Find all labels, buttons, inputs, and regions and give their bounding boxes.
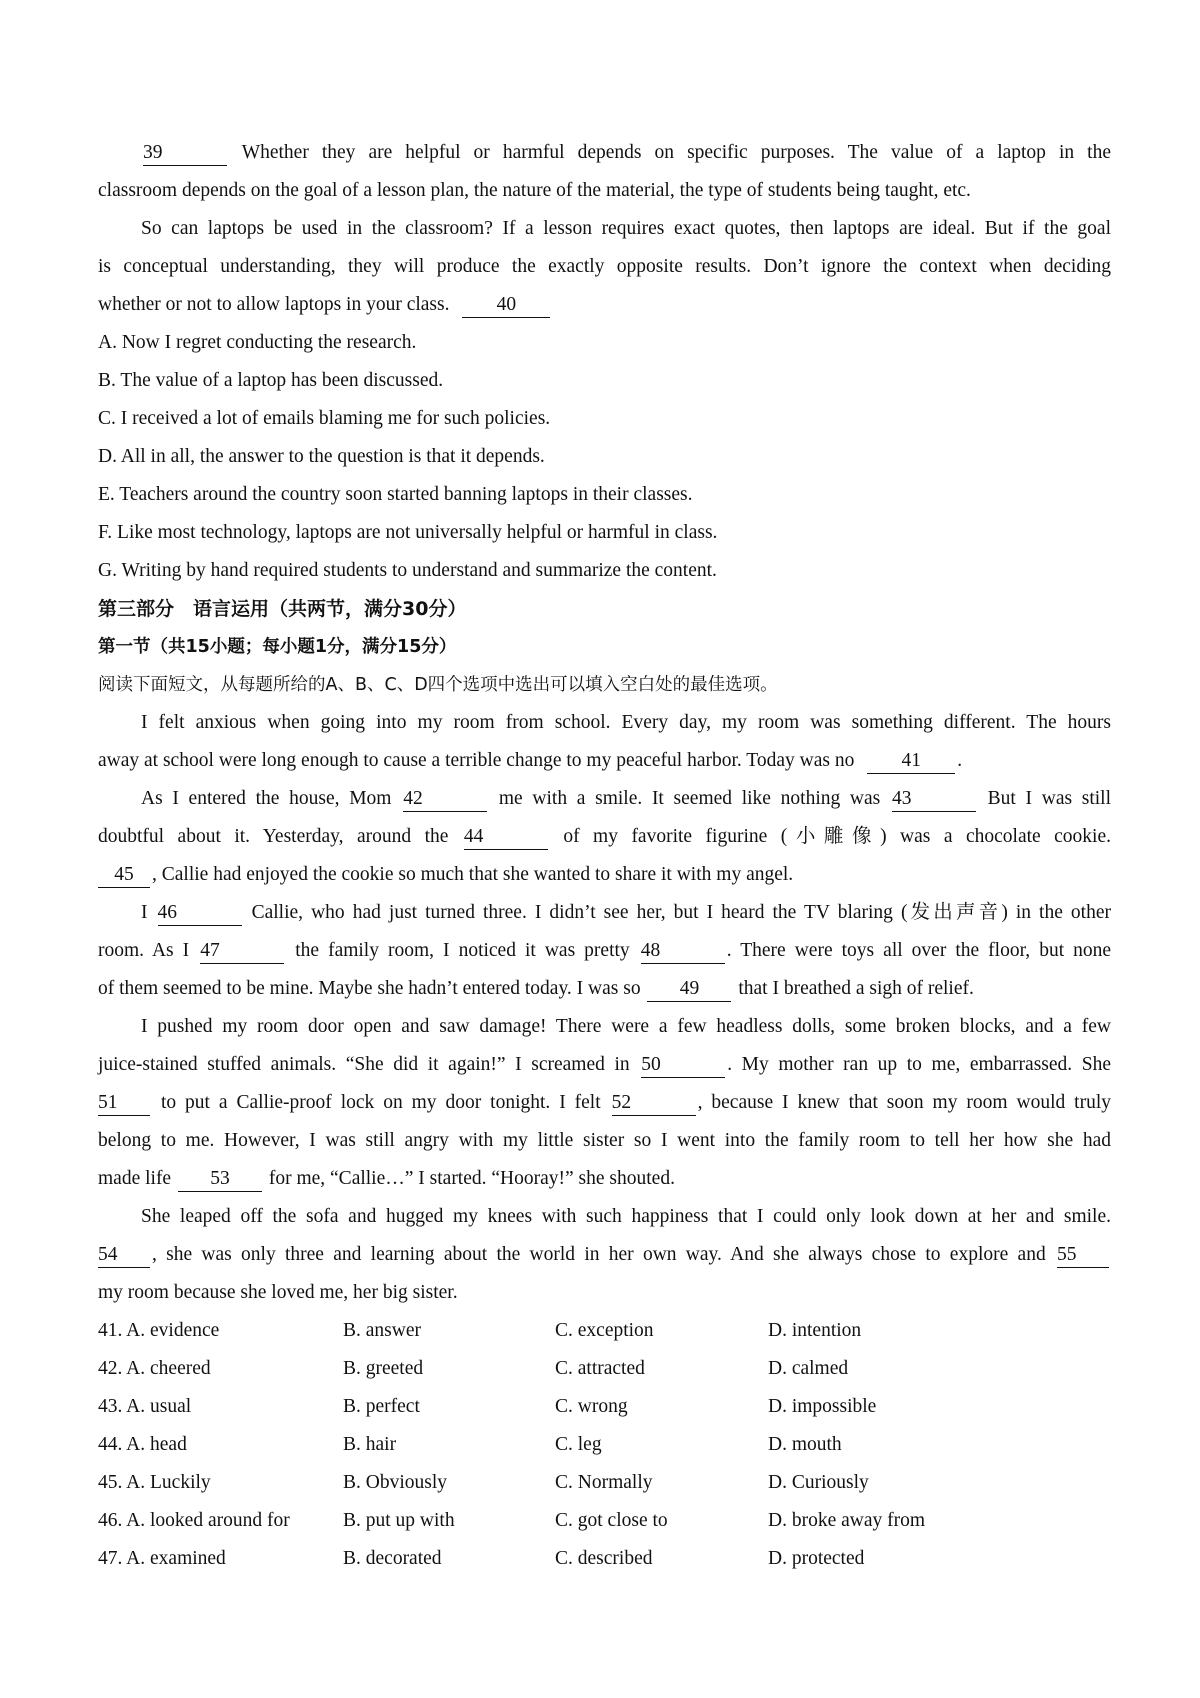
section-subheading: 第一节（共15小题；每小题1分，满分15分）: [98, 637, 457, 657]
blank-53: 53: [178, 1167, 262, 1192]
blank-43: 43: [892, 787, 976, 812]
cloze-line: She leaped off the sofa and hugged my knees with such happiness that I could only look down at her and smile.: [141, 1206, 1111, 1227]
option-c: C. leg: [555, 1434, 602, 1455]
paragraph-40-line: So can laptops be used in the classroom? If a lesson requires exact quotes, then laptops are ideal. But if the goal: [141, 218, 1111, 239]
option-a: 41. A. evidence: [98, 1320, 220, 1341]
blank-55: 55: [1057, 1243, 1109, 1268]
cloze-line: made life 53 for me, “Callie…” I started. “Hooray!” she shouted.: [98, 1160, 1111, 1198]
cloze-line: juice-stained stuffed animals. “She did it again!” I screamed in 50 . My mother ran up to me, embarrassed. She: [98, 1046, 1111, 1084]
cloze-line: room. As I 47 the family room, I noticed it was pretty 48 . There were toys all over the floor, but none: [98, 932, 1111, 970]
option-c: C. wrong: [555, 1396, 628, 1417]
option-d: D. broke away from: [768, 1510, 926, 1531]
option-b: B. answer: [343, 1320, 421, 1341]
section-instruction: 阅读下面短文，从每题所给的A、B、C、D四个选项中选出可以填入空白处的最佳选项。: [98, 675, 778, 695]
paragraph-39-line: 39 Whether they are helpful or harmful depends on specific purposes. The value of a laptop in the: [98, 134, 1111, 172]
choice-d: D. All in all, the answer to the question is that it depends.: [98, 446, 545, 467]
choice-b: B. The value of a laptop has been discussed.: [98, 370, 444, 391]
choice-e: E. Teachers around the country soon started banning laptops in their classes.: [98, 484, 693, 505]
blank-45: 45: [98, 863, 150, 888]
option-b: B. hair: [343, 1434, 397, 1455]
option-b: B. Obviously: [343, 1472, 448, 1493]
blank-51: 51: [98, 1091, 150, 1116]
paragraph-40-line: is conceptual understanding, they will produce the exactly opposite results. Don’t ignore the context when deciding: [98, 256, 1111, 277]
option-c: C. got close to: [555, 1510, 668, 1531]
option-d: D. intention: [768, 1320, 862, 1341]
cloze-line: 45 , Callie had enjoyed the cookie so much that she wanted to share it with my angel.: [98, 856, 1111, 894]
exam-page: [98, 134, 1111, 1578]
choice-f: F. Like most technology, laptops are not universally helpful or harmful in class.: [98, 522, 718, 543]
paragraph-40-line: whether or not to allow laptops in your class. 40: [98, 286, 1111, 324]
option-c: C. described: [555, 1548, 653, 1569]
option-c: C. exception: [555, 1320, 654, 1341]
blank-46: 46: [158, 901, 242, 926]
option-b: B. put up with: [343, 1510, 455, 1531]
option-row-43: [98, 1388, 1111, 1426]
cloze-line: away at school were long enough to cause a terrible change to my peaceful harbor. Today was no 41 .: [98, 742, 1111, 780]
cloze-line: 54 , she was only three and learning about the world in her own way. And she always chose to explore and 55: [98, 1236, 1111, 1274]
option-d: D. impossible: [768, 1396, 877, 1417]
option-b: B. greeted: [343, 1358, 424, 1379]
blank-39: 39: [143, 141, 227, 166]
blank-52: 52: [612, 1091, 696, 1116]
option-c: C. attracted: [555, 1358, 645, 1379]
blank-50: 50: [641, 1053, 725, 1078]
cloze-line: of them seemed to be mine. Maybe she hadn’t entered today. I was so 49 that I breathed a sigh of relief.: [98, 970, 1111, 1008]
cloze-line: my room because she loved me, her big sister.: [98, 1282, 458, 1303]
cloze-line: doubtful about it. Yesterday, around the 44 of my favorite figurine (小雕像) was a chocolate cookie.: [98, 818, 1111, 856]
section-heading: 第三部分 语言运用（共两节，满分30分）: [98, 598, 467, 620]
option-d: D. mouth: [768, 1434, 842, 1455]
option-row-44: [98, 1426, 1111, 1464]
option-b: B. decorated: [343, 1548, 442, 1569]
option-row-42: [98, 1350, 1111, 1388]
option-row-47: [98, 1540, 1111, 1578]
blank-49: 49: [647, 977, 731, 1002]
option-a: 47. A. examined: [98, 1548, 226, 1569]
cloze-line: 51 to put a Callie-proof lock on my door tonight. I felt 52 , because I knew that soon my room would truly: [98, 1084, 1111, 1122]
option-row-45: [98, 1464, 1111, 1502]
choice-a: A. Now I regret conducting the research.: [98, 332, 417, 353]
option-a: 46. A. looked around for: [98, 1510, 290, 1531]
blank-40: 40: [462, 293, 550, 318]
option-a: 43. A. usual: [98, 1396, 192, 1417]
option-a: 45. A. Luckily: [98, 1472, 211, 1493]
option-d: D. Curiously: [768, 1472, 869, 1493]
option-b: B. perfect: [343, 1396, 420, 1417]
blank-42: 42: [403, 787, 487, 812]
option-a: 44. A. head: [98, 1434, 187, 1455]
option-d: D. protected: [768, 1548, 865, 1569]
cloze-line: As I entered the house, Mom 42 me with a smile. It seemed like nothing was 43 But I was still: [98, 780, 1111, 818]
blank-41: 41: [867, 749, 955, 774]
option-a: 42. A. cheered: [98, 1358, 211, 1379]
cloze-line: I felt anxious when going into my room from school. Every day, my room was something different. The hours: [141, 712, 1111, 733]
option-c: C. Normally: [555, 1472, 653, 1493]
blank-54: 54: [98, 1243, 150, 1268]
cloze-line: belong to me. However, I was still angry with my little sister so I went into the family room to tell her how she had: [98, 1130, 1111, 1151]
cloze-line: I pushed my room door open and saw damage! There were a few headless dolls, some broken blocks, and a few: [141, 1016, 1111, 1037]
option-row-46: [98, 1502, 1111, 1540]
blank-44: 44: [464, 825, 548, 850]
blank-47: 47: [200, 939, 284, 964]
choice-g: G. Writing by hand required students to understand and summarize the content.: [98, 560, 717, 581]
blank-48: 48: [641, 939, 725, 964]
paragraph-39-line: classroom depends on the goal of a lesson plan, the nature of the material, the type of students being taught, etc.: [98, 180, 971, 201]
option-row-41: [98, 1312, 1111, 1350]
option-d: D. calmed: [768, 1358, 849, 1379]
cloze-line: I 46 Callie, who had just turned three. I didn’t see her, but I heard the TV blaring (发出声音) in the other: [98, 894, 1111, 932]
choice-c: C. I received a lot of emails blaming me for such policies.: [98, 408, 551, 429]
